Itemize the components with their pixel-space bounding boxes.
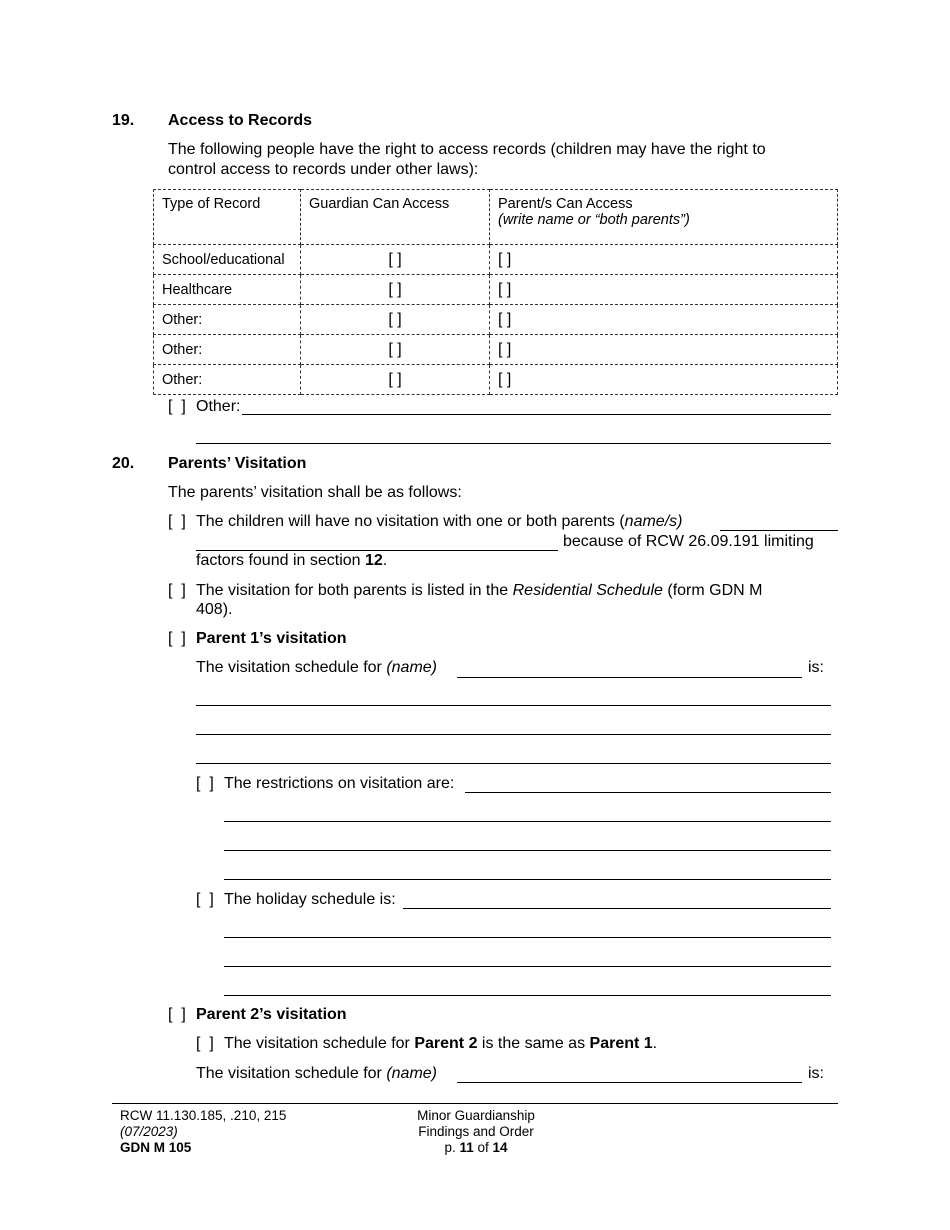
record-type: School/educational xyxy=(154,245,301,275)
residential-schedule-checkbox[interactable]: [ ] xyxy=(168,582,186,599)
no-visitation-name-label: name/s) xyxy=(624,513,683,530)
record-type: Healthcare xyxy=(154,275,301,305)
no-visitation-name-line-1[interactable] xyxy=(720,530,838,531)
parent1-holiday-line-4[interactable] xyxy=(224,995,831,996)
parent-access-field[interactable]: [ ] xyxy=(490,275,838,305)
parent1-schedule-text: The visitation schedule for xyxy=(196,659,387,676)
guardian-checkbox[interactable]: [ ] xyxy=(301,305,490,335)
parent1-restrictions-checkbox[interactable]: [ ] xyxy=(196,775,214,792)
record-type: Other: xyxy=(154,305,301,335)
no-visitation-text-a: The children will have no visitation with one or both parents ( xyxy=(196,513,625,530)
footer-page xyxy=(376,1140,576,1156)
header-type-of-record: Type of Record xyxy=(154,190,301,245)
records-access-table xyxy=(153,189,838,395)
residential-schedule-text-c: 408). xyxy=(196,601,233,618)
guardian-checkbox[interactable]: [ ] xyxy=(301,365,490,395)
no-visitation-factors-text: factors found in section xyxy=(196,552,365,569)
parent2-same-period: . xyxy=(652,1035,658,1052)
parent1-restrictions-line-3[interactable] xyxy=(224,850,831,851)
parent2-same-checkbox[interactable]: [ ] xyxy=(196,1035,214,1052)
table-row xyxy=(154,365,838,395)
footer-center xyxy=(376,1108,576,1156)
parent1-holiday-label: The holiday schedule is: xyxy=(224,891,396,908)
parent-access-field[interactable]: [ ] xyxy=(490,335,838,365)
parent2-is-label: is: xyxy=(808,1065,824,1082)
parent1-is-label: is: xyxy=(808,659,824,676)
parent1-restrictions-line-1[interactable] xyxy=(465,792,831,793)
guardian-checkbox[interactable]: [ ] xyxy=(301,275,490,305)
table-row xyxy=(154,275,838,305)
parent2-visitation-checkbox[interactable]: [ ] xyxy=(168,1006,186,1023)
parent2-same-parent1: Parent 1 xyxy=(589,1035,653,1052)
other-records-line-2[interactable] xyxy=(196,443,831,444)
section-20-number: 20. xyxy=(112,455,135,472)
guardian-checkbox[interactable]: [ ] xyxy=(301,335,490,365)
footer-page-of: of xyxy=(473,1140,493,1155)
parent2-same-text xyxy=(224,1035,657,1053)
table-row xyxy=(154,245,838,275)
parent1-name-line[interactable] xyxy=(457,677,802,678)
header-parents-can-access xyxy=(490,190,838,245)
no-visitation-factors xyxy=(196,552,387,570)
parent2-schedule-text: The visitation schedule for xyxy=(196,1065,387,1082)
parent2-same-parent2: Parent 2 xyxy=(414,1035,478,1052)
header-parents-note: (write name or “both parents”) xyxy=(498,212,690,228)
parent1-restrictions-line-2[interactable] xyxy=(224,821,831,822)
no-visitation-because: because of RCW 26.09.191 limiting xyxy=(563,533,814,550)
parent1-schedule-line-1[interactable] xyxy=(196,705,831,706)
footer-title-2: Findings and Order xyxy=(418,1124,534,1139)
other-records-checkbox[interactable]: [ ] xyxy=(168,398,186,415)
header-parents-label: Parent/s Can Access xyxy=(498,196,633,212)
parent-access-field[interactable]: [ ] xyxy=(490,245,838,275)
table-row xyxy=(154,335,838,365)
parent2-same-text-a: The visitation schedule for xyxy=(224,1035,415,1052)
no-visitation-period: . xyxy=(382,552,388,569)
parent1-visitation-title: Parent 1’s visitation xyxy=(196,630,347,647)
no-visitation-section-ref: 12 xyxy=(364,552,383,569)
footer-divider xyxy=(112,1103,838,1104)
section-20-intro: The parents’ visitation shall be as follows: xyxy=(168,484,462,501)
parent1-visitation-checkbox[interactable]: [ ] xyxy=(168,630,186,647)
parent2-visitation-title: Parent 2’s visitation xyxy=(196,1006,347,1023)
no-visitation-checkbox[interactable]: [ ] xyxy=(168,513,186,530)
section-20-title: Parents’ Visitation xyxy=(168,455,307,472)
guardian-checkbox[interactable]: [ ] xyxy=(301,245,490,275)
parent1-holiday-line-2[interactable] xyxy=(224,937,831,938)
record-type: Other: xyxy=(154,335,301,365)
no-visitation-text xyxy=(196,513,682,531)
parent-access-field[interactable]: [ ] xyxy=(490,365,838,395)
parent1-schedule-line-2[interactable] xyxy=(196,734,831,735)
footer-page-prefix: p. xyxy=(444,1140,460,1155)
parent1-schedule-label xyxy=(196,659,437,677)
section-19-intro-line2: control access to records under other laws): xyxy=(168,161,479,178)
footer-rcw: RCW 11.130.185, .210, 215 xyxy=(120,1108,287,1123)
parent2-schedule-label xyxy=(196,1065,437,1083)
parent-access-field[interactable]: [ ] xyxy=(490,305,838,335)
section-19-intro-line1: The following people have the right to access records (children may have the right to xyxy=(168,141,766,158)
header-guardian-can-access: Guardian Can Access xyxy=(301,190,490,245)
parent1-restrictions-label: The restrictions on visitation are: xyxy=(224,775,455,792)
record-type: Other: xyxy=(154,365,301,395)
footer-title-1: Minor Guardianship xyxy=(417,1108,535,1123)
residential-schedule-text-a: The visitation for both parents is listed in the xyxy=(196,582,513,599)
footer-date: (07/2023) xyxy=(120,1124,178,1139)
other-records-line-1[interactable] xyxy=(242,414,831,415)
footer-page-number: 11 xyxy=(459,1140,474,1155)
parent2-schedule-name-label: (name) xyxy=(386,1065,438,1082)
parent1-schedule-line-3[interactable] xyxy=(196,763,831,764)
other-records-label: Other: xyxy=(196,398,241,415)
parent2-same-text-c: is the same as xyxy=(477,1035,590,1052)
parent1-holiday-line-3[interactable] xyxy=(224,966,831,967)
residential-schedule-form-name: Residential Schedule xyxy=(512,582,663,599)
parent1-restrictions-line-4[interactable] xyxy=(224,879,831,880)
parent2-name-line[interactable] xyxy=(457,1082,802,1083)
table-row xyxy=(154,305,838,335)
footer-left xyxy=(120,1108,286,1156)
footer-page-total: 14 xyxy=(492,1140,508,1155)
footer-form-number: GDN M 105 xyxy=(120,1140,192,1155)
residential-schedule-text xyxy=(196,582,762,600)
parent1-schedule-name-label: (name) xyxy=(386,659,438,676)
section-19-title: Access to Records xyxy=(168,112,313,129)
parent1-holiday-checkbox[interactable]: [ ] xyxy=(196,891,214,908)
residential-schedule-text-b: (form GDN M xyxy=(662,582,763,599)
parent1-holiday-line-1[interactable] xyxy=(403,908,831,909)
section-19-number: 19. xyxy=(112,112,135,129)
no-visitation-name-line-2[interactable] xyxy=(196,550,558,551)
